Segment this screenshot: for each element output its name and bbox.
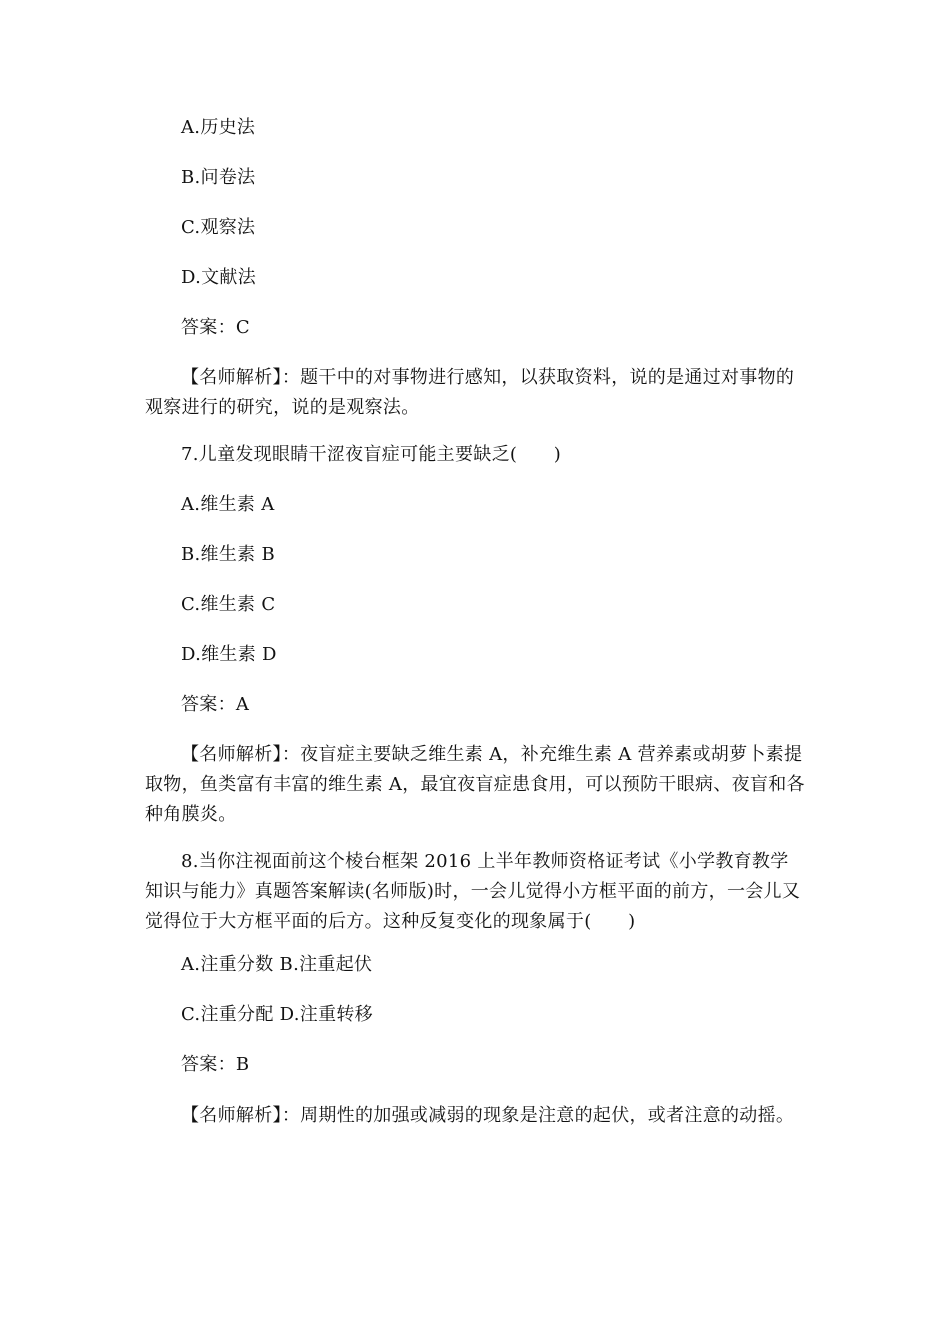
- q7-option-c: C.维生素 C: [181, 594, 276, 615]
- q7-question: 7.儿童发现眼睛干涩夜盲症可能主要缺乏( ): [181, 444, 562, 465]
- q6-option-b: B.问卷法: [181, 167, 256, 188]
- q6-option-c: C.观察法: [181, 217, 256, 238]
- q6-option-a: A.历史法: [181, 117, 256, 138]
- q8-analysis-text: ：周期性的加强或减弱的现象是注意的起伏，或者注意的动摇。: [281, 1105, 795, 1126]
- q7-analysis: [145, 740, 805, 830]
- q7-analysis-text: ：夜盲症主要缺乏维生素 A，补充维生素 A 营养素或胡萝卜素提取物，鱼类富有丰富的维生素 A，最宜夜盲症患食用，可以预防干眼病、夜盲和各种角膜炎。: [145, 744, 805, 825]
- q8-options-row1: A.注重分数 B.注重起伏: [181, 954, 373, 975]
- q7-option-b: B.维生素 B: [181, 544, 275, 565]
- q6-analysis-label: 【名师解析】: [181, 367, 282, 388]
- q6-answer: 答案：C: [181, 317, 250, 338]
- q7-answer: 答案：A: [181, 694, 250, 715]
- q8-options-row2: C.注重分配 D.注重转移: [181, 1004, 373, 1025]
- q6-option-d: D.文献法: [181, 267, 257, 288]
- q8-analysis-label: 【名师解析】: [181, 1105, 282, 1126]
- q7-option-a: A.维生素 A: [181, 494, 275, 515]
- q6-analysis-text: ：题干中的对事物进行感知，以获取资料，说的是通过对事物的观察进行的研究，说的是观察法。: [145, 367, 795, 418]
- q6-analysis: [145, 363, 805, 423]
- q7-option-d: D.维生素 D: [181, 644, 277, 665]
- q8-answer: 答案：B: [181, 1054, 250, 1075]
- q7-analysis-label: 【名师解析】: [181, 744, 282, 765]
- q8-question: 8.当你注视面前这个棱台框架 2016 上半年教师资格证考试《小学教育教学知识与能力》真题答案解读(名师版)时，一会儿觉得小方框平面的前方，一会儿又觉得位于大方框平面的后方。这种反复变化的现象属于( ): [145, 851, 801, 932]
- q8-analysis: [145, 1101, 805, 1131]
